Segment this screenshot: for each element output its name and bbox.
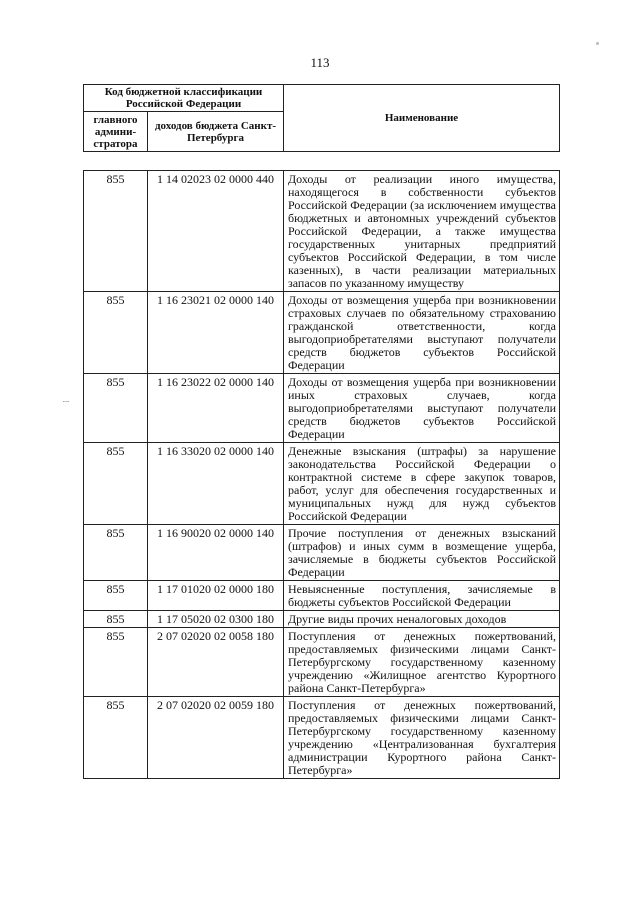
budget-code-cell: 1 16 23022 02 0000 140 bbox=[148, 374, 284, 443]
name-cell: Доходы от реализации иного имущества, находящегося в собственности субъектов Российской Федерации (за исключением имущества бюджетных и автономных учреждений субъектов Российской Федерации, а также имущества государственных унитарных предприятий субъектов Российской Федерации, в том числе казенных), в части реализации материальных запасов по указанному имуществу bbox=[284, 171, 560, 292]
budget-code-cell: 1 14 02023 02 0000 440 bbox=[148, 171, 284, 292]
budget-code-cell: 1 16 23021 02 0000 140 bbox=[148, 292, 284, 374]
admin-code-cell: 855 bbox=[84, 171, 148, 292]
header-col-name: Наименование bbox=[284, 85, 560, 152]
header-col-code: доходов бюджета Санкт-Петербурга bbox=[148, 112, 284, 152]
admin-code-cell: 855 bbox=[84, 581, 148, 611]
admin-code-cell: 855 bbox=[84, 292, 148, 374]
revenue-table bbox=[83, 170, 560, 779]
budget-code-cell: 1 16 33020 02 0000 140 bbox=[148, 443, 284, 525]
budget-code-cell: 1 17 05020 02 0300 180 bbox=[148, 611, 284, 628]
name-cell: Невыясненные поступления, зачисляемые в бюджеты субъектов Российской Федерации bbox=[284, 581, 560, 611]
budget-code-cell: 1 17 01020 02 0000 180 bbox=[148, 581, 284, 611]
admin-code-cell: 855 bbox=[84, 443, 148, 525]
header-col-admin: главного админи-стратора bbox=[84, 112, 148, 152]
table-row bbox=[84, 628, 560, 697]
name-cell: Поступления от денежных пожертвований, предоставляемых физическими лицами Санкт-Петербургскому государственному казенному учреждению «Централизованная бухгалтерия администрации Курортного района Санкт-Петербурга» bbox=[284, 697, 560, 779]
page-number: 113 bbox=[310, 55, 330, 70]
table-row bbox=[84, 525, 560, 581]
margin-mark: ⁞ bbox=[60, 400, 70, 403]
name-cell: Прочие поступления от денежных взысканий (штрафов) и иных сумм в возмещение ущерба, зачисляемые в бюджеты субъектов Российской Федерации bbox=[284, 525, 560, 581]
admin-code-cell: 855 bbox=[84, 697, 148, 779]
name-cell: Доходы от возмещения ущерба при возникновении страховых случаев по обязательному страхованию гражданской ответственности, когда выгодоприобретателями выступают получатели средств бюджетов субъектов Российской Федерации bbox=[284, 292, 560, 374]
table-row bbox=[84, 443, 560, 525]
admin-code-cell: 855 bbox=[84, 628, 148, 697]
budget-code-cell: 1 16 90020 02 0000 140 bbox=[148, 525, 284, 581]
table-row bbox=[84, 374, 560, 443]
budget-code-cell: 2 07 02020 02 0058 180 bbox=[148, 628, 284, 697]
table-row bbox=[84, 292, 560, 374]
admin-code-cell: 855 bbox=[84, 525, 148, 581]
table-row bbox=[84, 697, 560, 779]
name-cell: Доходы от возмещения ущерба при возникновении иных страховых случаев, когда выгодоприобретателями выступают получатели средств бюджетов субъектов Российской Федерации bbox=[284, 374, 560, 443]
table-header bbox=[83, 84, 560, 152]
table-row bbox=[84, 611, 560, 628]
scan-speck bbox=[596, 42, 599, 45]
table-row bbox=[84, 171, 560, 292]
name-cell: Другие виды прочих неналоговых доходов bbox=[284, 611, 560, 628]
admin-code-cell: 855 bbox=[84, 374, 148, 443]
budget-code-cell: 2 07 02020 02 0059 180 bbox=[148, 697, 284, 779]
header-group-title: Код бюджетной классификации Российской Федерации bbox=[84, 85, 284, 112]
name-cell: Денежные взыскания (штрафы) за нарушение законодательства Российской Федерации о контрактной системе в сфере закупок товаров, работ, услуг для обеспечения государственных и муниципальных нужд для нужд субъектов Российской Федерации bbox=[284, 443, 560, 525]
name-cell: Поступления от денежных пожертвований, предоставляемых физическими лицами Санкт-Петербургскому государственному казенному учреждению «Жилищное агентство Курортного района Санкт-Петербурга» bbox=[284, 628, 560, 697]
table-body bbox=[84, 171, 560, 779]
admin-code-cell: 855 bbox=[84, 611, 148, 628]
table-row bbox=[84, 581, 560, 611]
